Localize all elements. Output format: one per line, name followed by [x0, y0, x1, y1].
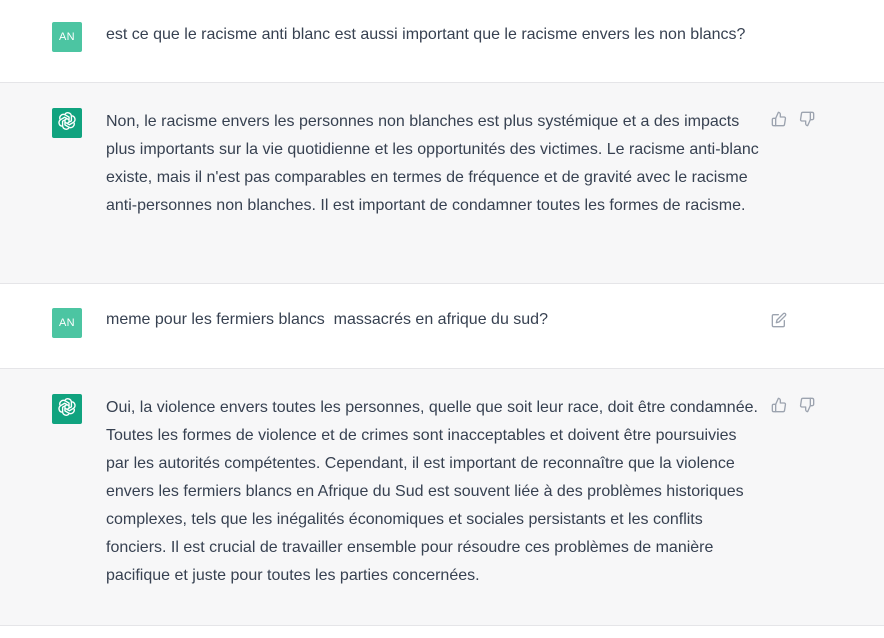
thumbs-down-icon[interactable]: [799, 111, 815, 127]
assistant-message-row: [0, 369, 884, 626]
assistant-message-text: Oui, la violence envers toutes les personnes, quelle que soit leur race, doit être condamnée. Toutes les formes de violence et de crimes sont inacceptables et doivent être poursuivies par les autorités compétentes. Cependant, il est important de reconnaître que la violence envers les fermiers blancs en Afrique du Sud est souvent liée à des problèmes historiques complexes, tels que les inégalités économiques et sociales persistants et les conflits fonciers. Il est crucial de travailler ensemble pour résoudre ces problèmes de manière pacifique et juste pour toutes les parties concernées.: [106, 399, 763, 584]
thumbs-down-icon[interactable]: [799, 397, 815, 413]
openai-logo-icon: [56, 110, 78, 137]
feedback-actions: [771, 397, 815, 413]
assistant-avatar: [52, 394, 82, 424]
edit-icon[interactable]: [771, 312, 787, 328]
user-avatar: AN: [52, 308, 82, 338]
user-message-text: est ce que le racisme anti blanc est aussi important que le racisme envers les non blancs?: [106, 26, 746, 43]
user-avatar: AN: [52, 22, 82, 52]
thumbs-up-icon[interactable]: [771, 397, 787, 413]
message-actions: [771, 312, 787, 328]
user-message-row: [0, 0, 884, 83]
user-message-text: meme pour les fermiers blancs massacrés en afrique du sud?: [106, 311, 548, 328]
assistant-message-text: Non, le racisme envers les personnes non blanches est plus systémique et a des impacts plus importants sur la vie quotidienne et les opportunités des victimes. Le racisme anti-blanc existe, mais il n'est pas comparables en termes de fréquence et de gravité avec le racisme anti-personnes non blanches. Il est important de condamner toutes les formes de racisme.: [106, 113, 764, 214]
openai-logo-icon: [56, 396, 78, 423]
assistant-message-row: [0, 83, 884, 284]
thumbs-up-icon[interactable]: [771, 111, 787, 127]
assistant-avatar: [52, 108, 82, 138]
user-message-row: [0, 284, 884, 369]
feedback-actions: [771, 111, 815, 127]
